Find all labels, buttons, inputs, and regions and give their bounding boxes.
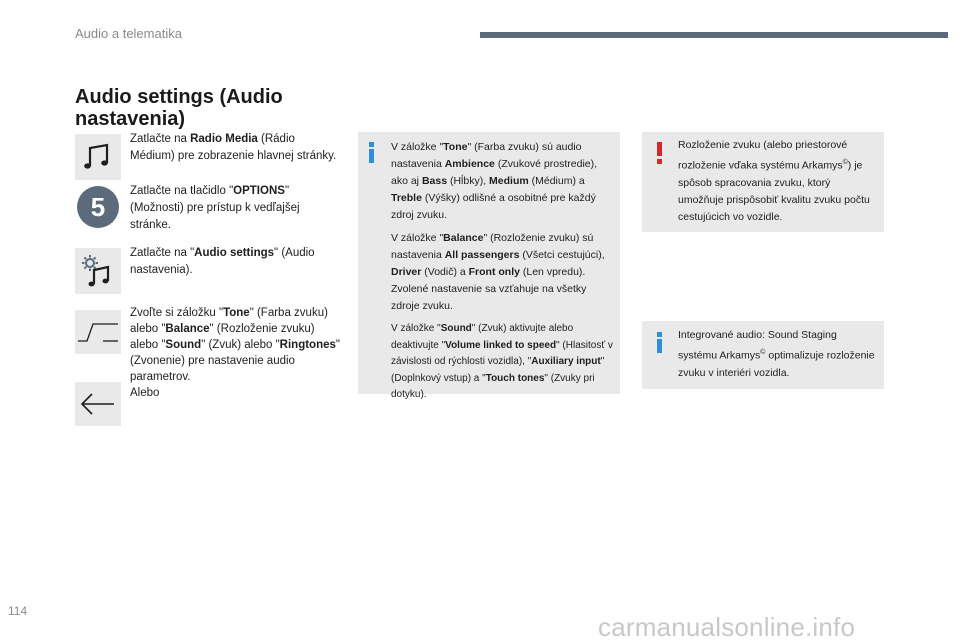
audio-settings-icon <box>75 248 121 294</box>
header-bar <box>480 32 948 38</box>
tone-paragraph: V záložke "Tone" (Farba zvuku) sú audio nastavenia Ambience (Zvukové prostredie), ako aj Bass (Hĺbky), Medium (Médium) a Treble (Výšky) odlišné a osobitné pre každý zdroj zvuku. <box>391 141 598 221</box>
warning-panel <box>642 132 884 232</box>
balance-paragraph: V záložke "Balance" (Rozloženie zvuku) sú nastavenia All passengers (Všetci cestujúci), Driver (Vodič) a Front only (Len vpredu). Zvolené nastavenie sa vzťahuje na všetky zdroje zvuku. <box>391 232 605 312</box>
back-arrow-icon <box>75 382 121 426</box>
info-icon-bar <box>657 339 662 353</box>
info-icon <box>657 332 662 337</box>
warning-icon <box>657 142 662 156</box>
music-note-icon <box>75 134 121 180</box>
step-options: Zatlačte na tlačidlo "OPTIONS" (Možnosti) pre prístup k vedľajšej stránke. <box>130 185 300 231</box>
step-radio-media: Zatlačte na Radio Media (Rádio Médium) pre zobrazenie hlavnej stránky. <box>130 133 337 162</box>
alternative-label: Alebo <box>130 387 160 399</box>
step-number-badge: 5 <box>77 186 119 228</box>
info-panel-2 <box>642 321 884 389</box>
info-icon-bar <box>369 149 374 163</box>
page-number: 114 <box>8 604 28 618</box>
warning-text: Rozloženie zvuku (alebo priestorové rozloženie vďaka systému Arkamys©) je spôsob spracovania zvuku, ktorý umožňuje prispôsobiť kvalitu zvuku počtu cestujúcich vo vozidle. <box>678 139 870 223</box>
info-panel-text <box>391 139 613 404</box>
tab-shape-icon <box>75 310 121 354</box>
section-title: Audio settings (Audio nastavenia) <box>75 86 283 130</box>
step-select-tab: Zvoľte si záložku "Tone" (Farba zvuku) alebo "Balance" (Rozloženie zvuku) alebo "Sound" (Zvuk) alebo "Ringtones" (Zvonenie) pre nastavenie audio parametrov. Alebo <box>130 307 340 399</box>
watermark: carmanualsonline.info <box>598 612 856 642</box>
sound-paragraph: V záložke "Sound" (Zvuk) aktivujte alebo deaktivujte "Volume linked to speed" (Hlasitosť v závislosti od rýchlosti vozidla), "Auxiliary input" (Doplnkový vstup) a "Touch tones" (Zvuky pri dotyku). <box>391 323 613 400</box>
info-panel <box>358 132 620 400</box>
step-audio-settings: Zatlačte na "Audio settings" (Audio nastavenia). <box>130 247 315 276</box>
info-text-2: Integrované audio: Sound Staging systému Arkamys© optimalizuje rozloženie zvuku v interiéri vozidla. <box>678 329 875 379</box>
warning-icon-dot <box>657 159 662 164</box>
info-icon <box>369 142 374 147</box>
running-header: Audio a telematika <box>75 26 182 41</box>
